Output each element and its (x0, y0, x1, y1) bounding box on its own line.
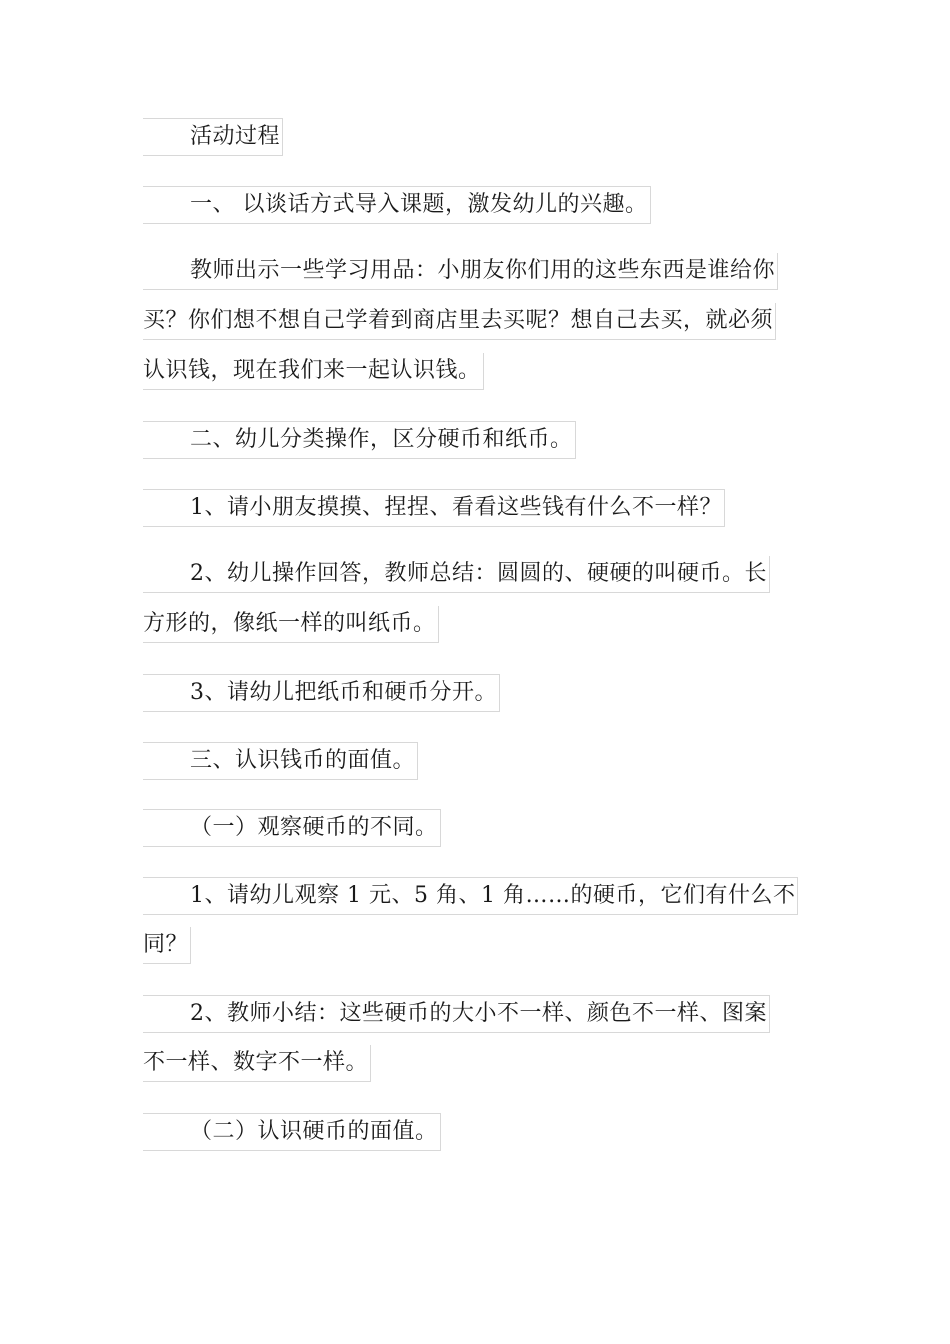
sub-heading-observe-coins: （一）观察硬币的不同。 (143, 809, 441, 847)
paragraph-line: 方形的，像纸一样的叫纸币。 (143, 606, 439, 643)
list-item: 2、教师小结：这些硬币的大小不一样、颜色不一样、图案 (143, 995, 770, 1033)
paragraph-line: 不一样、数字不一样。 (143, 1045, 371, 1082)
list-item: 3、请幼儿把纸币和硬币分开。 (143, 674, 500, 712)
sub-heading-coin-values: （二）认识硬币的面值。 (143, 1113, 441, 1151)
paragraph-line: 买？你们想不想自己学着到商店里去买呢？想自己去买，就必须 (143, 303, 776, 340)
step-three-heading: 三、认识钱币的面值。 (143, 742, 418, 780)
step-two-heading: 二、幼儿分类操作，区分硬币和纸币。 (143, 421, 576, 459)
section-heading-activity-process: 活动过程 (143, 118, 283, 156)
paragraph-line: 认识钱，现在我们来一起认识钱。 (143, 353, 484, 390)
step-one-heading: 一、 以谈话方式导入课题，激发幼儿的兴趣。 (143, 186, 651, 224)
list-item: 2、幼儿操作回答，教师总结：圆圆的、硬硬的叫硬币。长 (143, 556, 770, 593)
list-item: 1、请幼儿观察 1 元、5 角、1 角……的硬币，它们有什么不 (143, 877, 798, 915)
paragraph-line: 教师出示一些学习用品：小朋友你们用的这些东西是谁给你 (143, 253, 778, 290)
list-item: 1、请小朋友摸摸、捏捏、看看这些钱有什么不一样？ (143, 489, 725, 527)
paragraph-line: 同？ (143, 927, 191, 964)
